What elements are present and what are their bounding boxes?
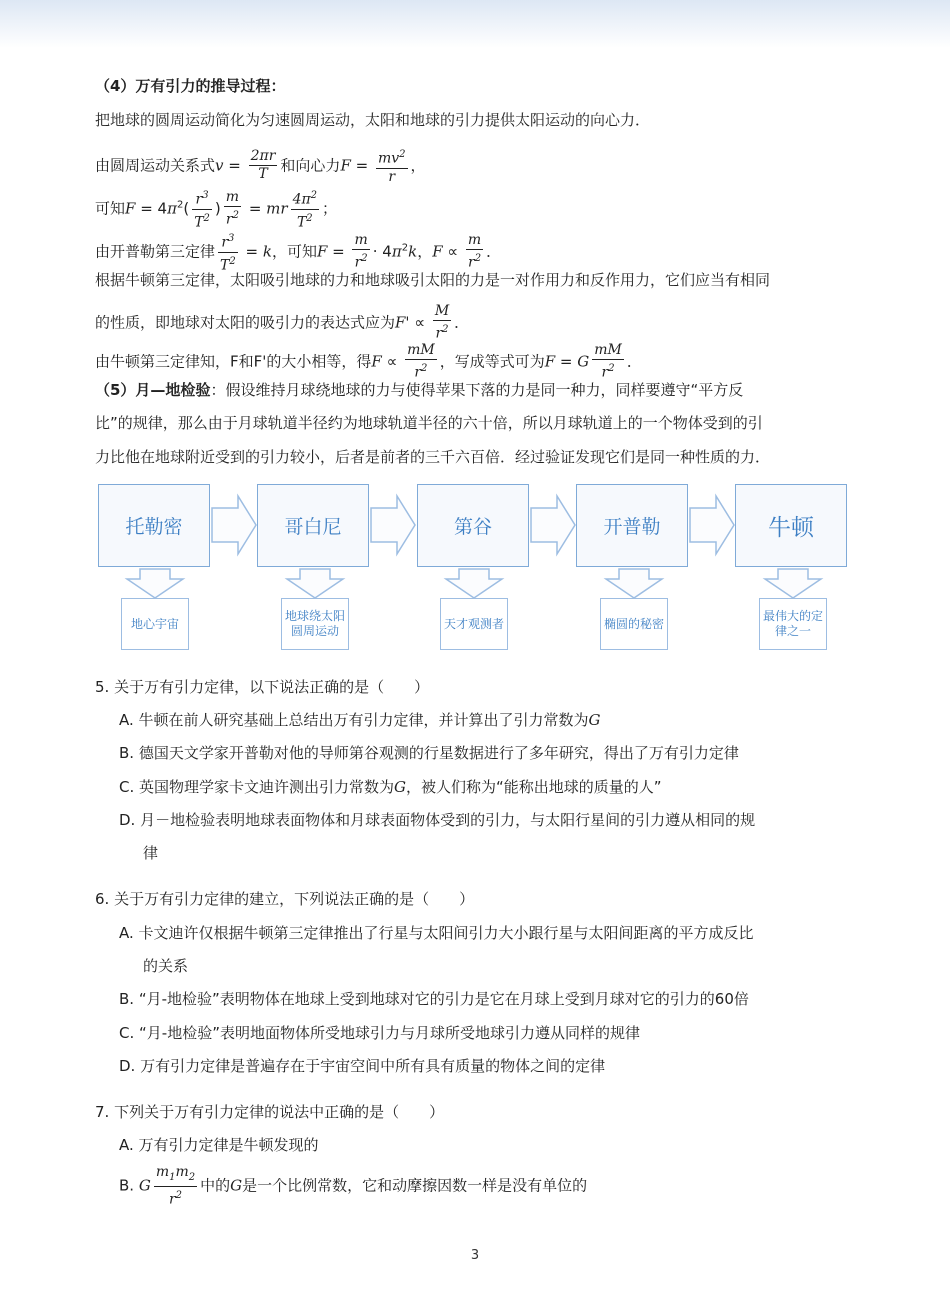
sub-heliocentric: 地球绕太阳圆周运动 — [281, 598, 349, 650]
formula-line-reaction: 的性质，即地球对太阳的吸引力的表达式应为F' ∝ $\frac{M}{r^2}$ ． — [95, 303, 470, 342]
paragraph-line: 比”的规律，那么由于月球轨道半径约为地球轨道半径的六十倍，所以月球轨道上的一个物体受到的引 — [95, 414, 763, 432]
q7-option-b[interactable]: B. G $\frac{m_1m_2}{r^2}$ 中的G是一个比例常数，它和动摩擦因数一样是没有单位的 — [119, 1164, 588, 1208]
sub-geocentric: 地心宇宙 — [121, 598, 189, 650]
box-ptolemy: 托勒密 — [98, 484, 210, 567]
page-number: 3 — [470, 1248, 480, 1263]
paragraph-line: 把地球的圆周运动简化为匀速圆周运动，太阳和地球的引力提供太阳运动的向心力． — [95, 111, 651, 129]
box-tycho: 第谷 — [417, 484, 529, 567]
q5-option-a[interactable]: A. 牛顿在前人研究基础上总结出万有引力定律，并计算出了引力常数为G — [119, 711, 601, 729]
formula-line-kepler: 由开普勒第三定律 $\frac{r^3}{T^2}$ = k，可知F = $\frac{m}{r^2}$ · $4\pi^2k$，F ∝ $\frac{m}{r^2}$ ． — [95, 230, 501, 274]
box-kepler: 开普勒 — [576, 484, 688, 567]
q6-option-b[interactable]: B. “月-地检验”表明物体在地球上受到地球对它的引力是它在月球上受到月球对它的引力的60倍 — [119, 990, 749, 1008]
q5-option-d-cont: 律 — [143, 844, 159, 862]
q6-option-d[interactable]: D. 万有引力定律是普遍存在于宇宙空间中所有具有质量的物体之间的定律 — [119, 1057, 606, 1075]
q6-option-c[interactable]: C. “月-地检验”表明地面物体所受地球引力与月球所受地球引力遵从同样的规律 — [119, 1024, 640, 1042]
box-newton: 牛顿 — [735, 484, 847, 567]
q5-option-d[interactable]: D. 月－地检验表明地球表面物体和月球表面物体受到的引力，与太阳行星间的引力遵从相同的规 — [119, 811, 756, 829]
q6-option-a-cont: 的关系 — [143, 957, 189, 975]
sub-greatest-law: 最伟大的定律之一 — [759, 598, 827, 650]
history-diagram — [98, 484, 850, 654]
q6-option-a[interactable]: A. 卡文迪许仅根据牛顿第三定律推出了行星与太阳间引力大小跟行星与太阳间距离的平方成反比 — [119, 924, 754, 942]
section5-line: （5）月—地检验：假设维持月球绕地球的力与使得苹果下落的力是同一种力，同样要遵守“平方反 — [95, 381, 744, 399]
formula-line-derive: 可知$F = 4\pi^2$( $\frac{r^3}{T^2}$ ) $\frac{m}{r^2}$ = mr $\frac{4\pi^2}{T^2}$ ； — [95, 187, 337, 231]
section5-heading: （5）月—地检验 — [95, 381, 211, 399]
q5-option-b[interactable]: B. 德国天文学家开普勒对他的导师第谷观测的行星数据进行了多年研究，得出了万有引力定律 — [119, 744, 739, 762]
section4-heading: （4）万有引力的推导过程： — [95, 77, 286, 95]
paragraph-line: 力比他在地球附近受到的引力较小，后者是前者的三千六百倍．经过验证发现它们是同一种性质的力． — [95, 448, 771, 466]
box-copernicus: 哥白尼 — [257, 484, 369, 567]
sub-ellipse: 椭圆的秘密 — [600, 598, 668, 650]
paragraph-line: 根据牛顿第三定律，太阳吸引地球的力和地球吸引太阳的力是一对作用力和反作用力，它们应当有相同 — [95, 271, 771, 289]
q5-option-c[interactable]: C. 英国物理学家卡文迪许测出引力常数为G，被人们称为“能称出地球的质量的人” — [119, 778, 662, 796]
formula-line-circular: 由圆周运动关系式v = $\frac{2\pi r}{T}$ 和向心力F = $\frac{mv^2}{r}$ ， — [95, 146, 426, 186]
q7-option-a[interactable]: A. 万有引力定律是牛顿发现的 — [119, 1136, 319, 1154]
question-5-stem: 5. 关于万有引力定律，以下说法正确的是（ ） — [95, 678, 430, 696]
formula-line-gravity: 由牛顿第三定律知，F和F'的大小相等，得F ∝ $\frac{mM}{r^2}$ ，写成等式可为F = G $\frac{mM}{r^2}$ ． — [95, 342, 642, 381]
sub-observer: 天才观测者 — [440, 598, 508, 650]
header-band — [0, 0, 950, 48]
question-6-stem: 6. 关于万有引力定律的建立，下列说法正确的是（ ） — [95, 890, 475, 908]
question-7-stem: 7. 下列关于万有引力定律的说法中正确的是（ ） — [95, 1103, 445, 1121]
